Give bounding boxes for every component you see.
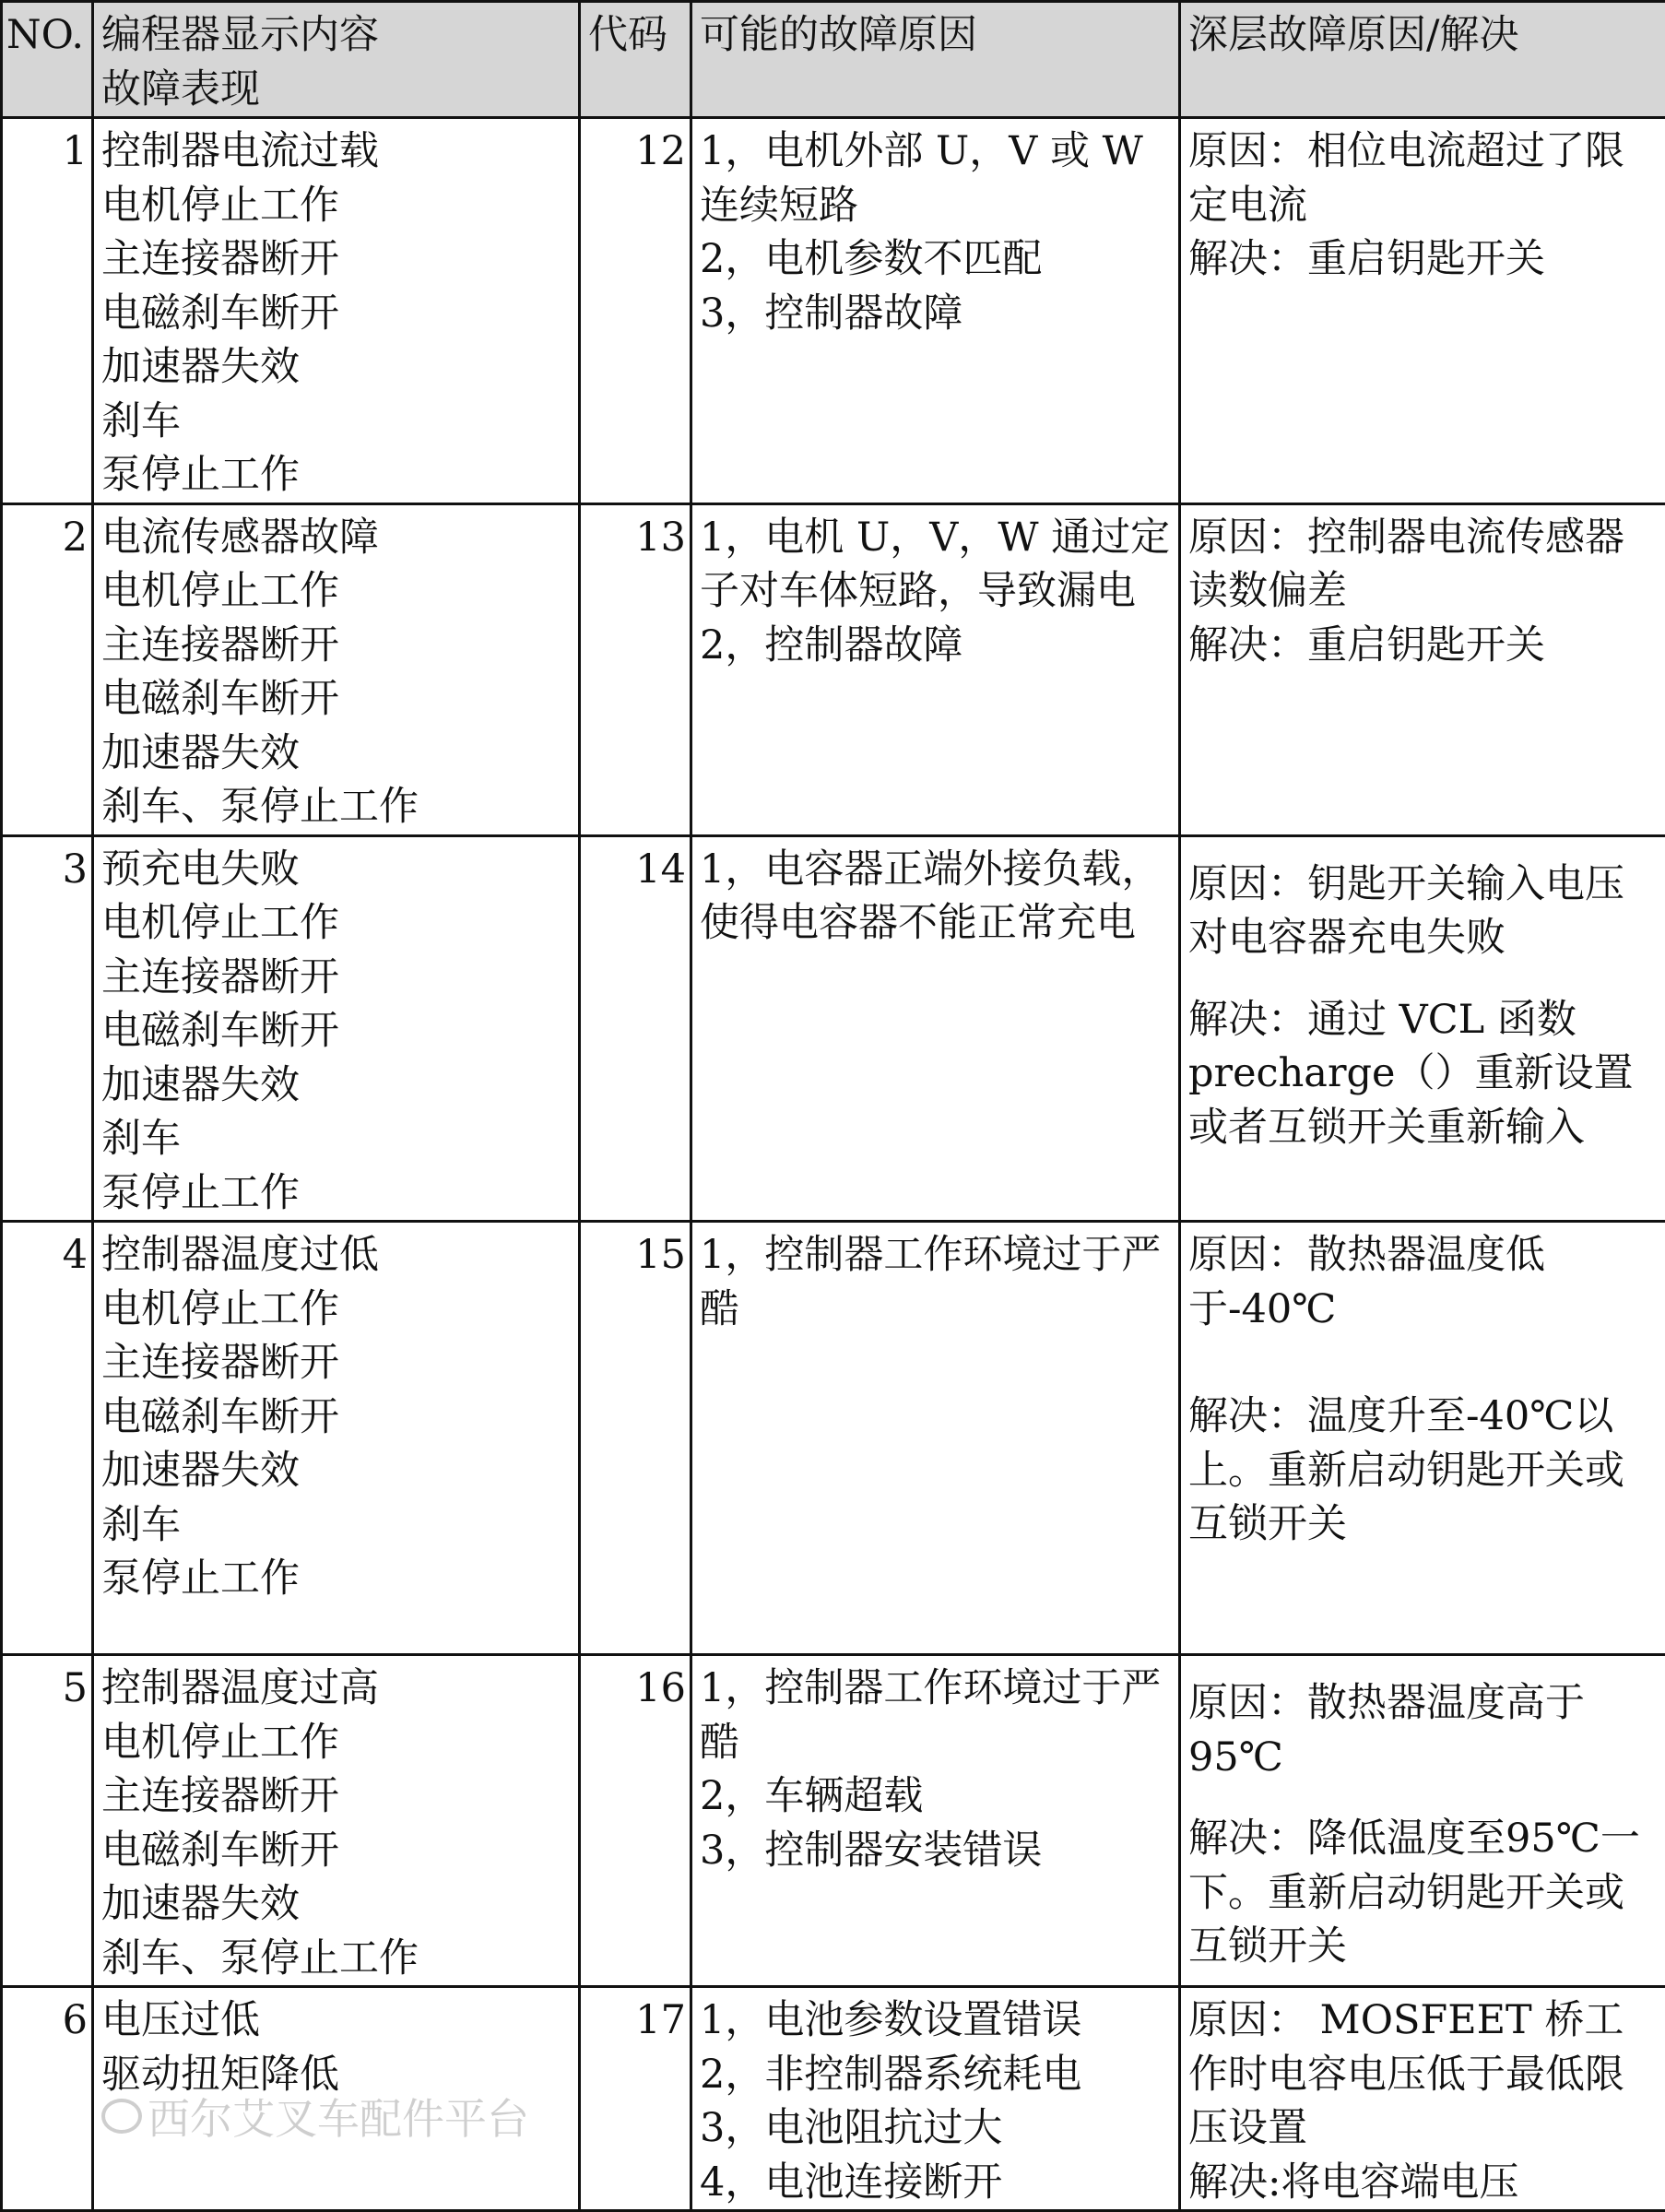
cause-line: 1，电机 U，V，W 通过定子对车体短路，导致漏电 [700,511,1171,619]
deep-cause-cell [1180,503,1665,835]
symptom-line: 电磁刹车断开 [101,1824,571,1878]
deep-cause-cell [1180,1655,1665,1987]
header-display-line: 编程器显示内容 [101,8,571,63]
header-display [93,2,580,118]
cause-line: 1，控制器工作环境过于严酷 [700,1228,1171,1336]
deep-cause-line: 原因：散热器温度高于95℃ [1188,1676,1658,1784]
symptom-line: 主连接器断开 [101,1769,571,1824]
symptom-line: 刹车、泵停止工作 [101,1932,571,1986]
fault-code: 16 [580,1655,691,1987]
deep-cause-cell [1180,1222,1665,1655]
deep-cause-line: 原因：相位电流超过了限定电流 [1188,124,1658,232]
symptom-line: 电磁刹车断开 [101,287,571,341]
symptom-line: 主连接器断开 [101,619,571,673]
table-row [2,1987,1665,2211]
symptom-line: 驱动扭矩降低 [101,2048,571,2102]
table-row [2,118,1665,504]
fault-code: 12 [580,118,691,504]
header-row [2,2,1665,118]
cause-line: 1，电池参数设置错误 [700,1993,1171,2048]
causes-cell [691,1987,1180,2211]
cause-line: 2，控制器故障 [700,619,1171,673]
symptom-line: 主连接器断开 [101,1336,571,1390]
deep-cause-line: 解决:将电容端电压 [1188,2156,1658,2210]
table-row [2,503,1665,835]
header-no: NO. [2,2,93,118]
row-number: 5 [2,1655,93,1987]
cause-line: 2，电机参数不匹配 [700,232,1171,287]
symptom-line: 主连接器断开 [101,951,571,1005]
symptom-line: 泵停止工作 [101,448,571,503]
causes-cell [691,835,1180,1222]
deep-cause-line: 解决：重启钥匙开关 [1188,619,1658,673]
causes-cell [691,1222,1180,1655]
spacer [1188,1784,1658,1812]
row-number: 6 [2,1987,93,2211]
header-code: 代码 [580,2,691,118]
symptom-line: 电磁刹车断开 [101,1004,571,1059]
cause-line: 2，车辆超载 [700,1769,1171,1824]
header-deep: 深层故障原因/解决 [1180,2,1665,118]
display-cell [93,1222,580,1655]
cause-line: 1，电容器正端外接负载，使得电容器不能正常充电 [700,843,1171,951]
header-display-line: 故障表现 [101,63,571,117]
symptom-line: 电流传感器故障 [101,511,571,565]
deep-cause-cell [1180,118,1665,504]
header-causes: 可能的故障原因 [691,2,1180,118]
row-number: 2 [2,503,93,835]
cause-line: 3，控制器安装错误 [700,1824,1171,1878]
display-cell [93,1987,580,2211]
symptom-line: 刹车 [101,1112,571,1166]
row-number: 1 [2,118,93,504]
deep-cause-line: 原因：控制器电流传感器读数偏差 [1188,511,1658,619]
symptom-line: 加速器失效 [101,1877,571,1932]
cause-line: 3，电池阻抗过大 [700,2101,1171,2156]
row-number: 3 [2,835,93,1222]
deep-cause-line: 解决：温度升至-40℃以上。重新启动钥匙开关或互锁开关 [1188,1390,1658,1552]
symptom-line: 主连接器断开 [101,232,571,287]
symptom-line: 电机停止工作 [101,896,571,951]
causes-cell [691,503,1180,835]
symptom-line: 电磁刹车断开 [101,1390,571,1445]
symptom-line: 刹车、泵停止工作 [101,780,571,834]
deep-cause-line: 原因： MOSFEET 桥工作时电容电压低于最低限压设置 [1188,1993,1658,2156]
symptom-line: 电机停止工作 [101,1283,571,1337]
symptom-line: 刹车 [101,1498,571,1553]
spacer [1188,1336,1658,1390]
symptom-line: 加速器失效 [101,340,571,395]
symptom-line: 泵停止工作 [101,1166,571,1221]
display-cell [93,118,580,504]
symptom-line: 加速器失效 [101,1444,571,1498]
symptom-line: 刹车 [101,395,571,449]
display-cell [93,1655,580,1987]
symptom-line: 控制器温度过高 [101,1662,571,1716]
deep-cause-line: 解决：降低温度至95℃一下。重新启动钥匙开关或互锁开关 [1188,1812,1658,1974]
fault-code: 13 [580,503,691,835]
table-row [2,1655,1665,1987]
fault-code: 17 [580,1987,691,2211]
display-cell [93,503,580,835]
cause-line: 3，控制器故障 [700,287,1171,341]
row-number: 4 [2,1222,93,1655]
table-row [2,1222,1665,1655]
symptom-line: 预充电失败 [101,843,571,897]
symptom-line: 电机停止工作 [101,564,571,619]
cause-line: 2，非控制器系统耗电 [700,2048,1171,2102]
symptom-line: 控制器电流过载 [101,124,571,179]
spacer [1188,965,1658,993]
causes-cell [691,118,1180,504]
symptom-line: 泵停止工作 [101,1552,571,1606]
watermark-text: 西尔艾叉车配件平台 [148,2086,529,2147]
symptom-line: 控制器温度过低 [101,1228,571,1283]
fault-code: 15 [580,1222,691,1655]
symptom-line: 电压过低 [101,1993,571,2048]
table-row [2,835,1665,1222]
symptom-line: 电机停止工作 [101,179,571,233]
symptom-line: 加速器失效 [101,1059,571,1113]
deep-cause-cell [1180,835,1665,1222]
symptom-line: 电机停止工作 [101,1716,571,1770]
cause-line: 1，电机外部 U，V 或 W 连续短路 [700,124,1171,232]
cause-line: 1，控制器工作环境过于严酷 [700,1662,1171,1769]
causes-cell [691,1655,1180,1987]
deep-cause-line: 解决：通过 VCL 函数 precharge（）重新设置或者互锁开关重新输入 [1188,993,1658,1155]
deep-cause-line: 原因：散热器温度低于-40℃ [1188,1228,1658,1336]
symptom-line: 加速器失效 [101,727,571,781]
display-cell [93,835,580,1222]
deep-cause-cell [1180,1987,1665,2211]
deep-cause-line: 原因：钥匙开关输入电压对电容器充电失败 [1188,858,1658,965]
fault-code: 14 [580,835,691,1222]
symptom-line: 电磁刹车断开 [101,672,571,727]
deep-cause-line: 解决：重启钥匙开关 [1188,232,1658,287]
cause-line: 4，电池连接断开 [700,2156,1171,2210]
